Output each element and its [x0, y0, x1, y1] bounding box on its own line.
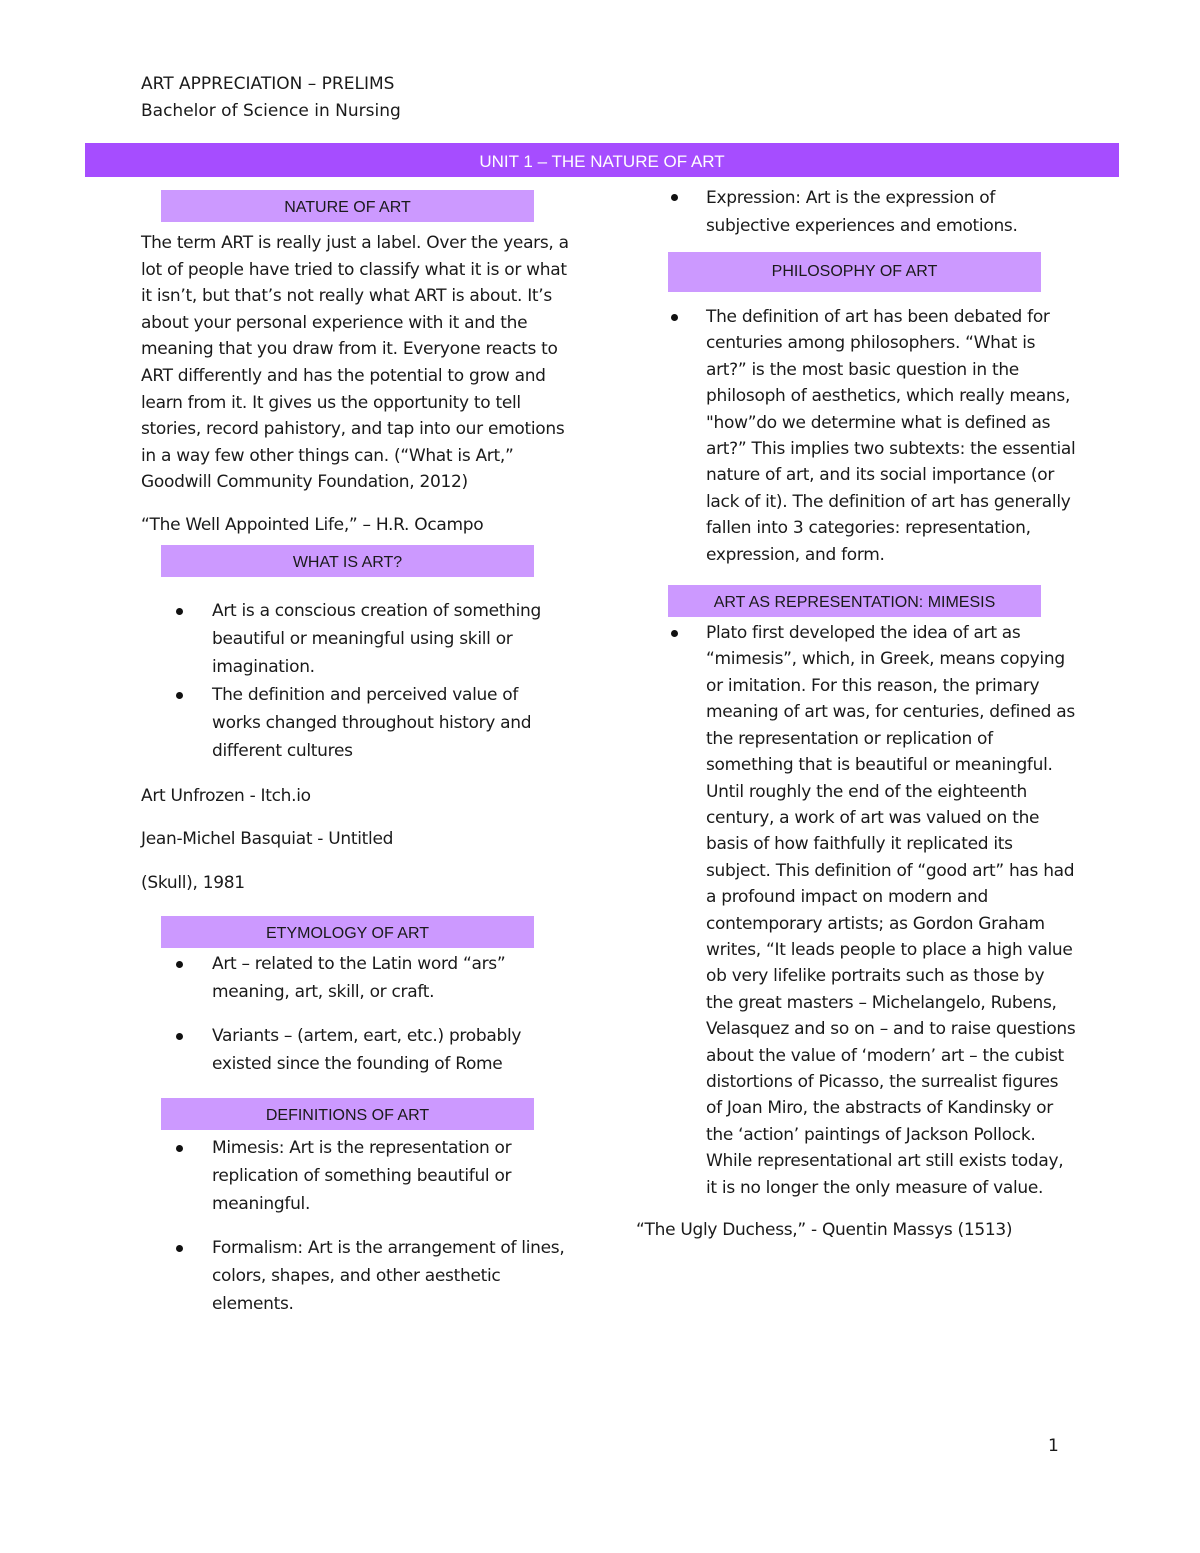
list-item: Plato first developed the idea of art as “mimesis”, which, in Greek, means copying or imitation. For this reason, the primary meaning of art was, for centuries, defined as the representation or replication of something that is beautiful or meaningful. Until roughly the end of the eighteenth century, a work of art was valued on the basis of how faithfully it replicated its subject. This definition of “good art” has had a profound impact on modern and contemporary artists; as Gordon Graham writes, “It leads people to place a high value ob very lifelike portraits such as those by the great masters – Michelangelo, Rubens, Velasquez and so on – and to raise questions about the value of ‘modern’ art – the cubist distortions of Picasso, the surrealist figures of Joan Miro, the abstracts of Kandinsky or the ‘action’ paintings of Jackson Pollock. While representational art still exists today, it is no longer the only measure of value.	[636, 620, 1076, 1201]
nature-of-art-quote: “The Well Appointed Life,” – H.R. Ocampo	[141, 514, 484, 535]
philosophy-list	[636, 304, 1076, 568]
etymology-list	[141, 950, 571, 1078]
program-title: Bachelor of Science in Nursing	[141, 101, 401, 121]
left-column	[141, 188, 571, 1318]
list-item: Art is a conscious creation of something beautiful or meaningful using skill or imagination.	[141, 597, 571, 681]
nature-of-art-body: The term ART is really just a label. Over the years, a lot of people have tried to classify what it is or what it isn’t, but that’s not really what ART is about. It’s about your personal experience with it and the meaning that you draw from it. Everyone reacts to ART differently and has the potential to grow and learn from it. It gives us the opportunity to tell stories, record pahistory, and tap into our emotions in a way few other things can. (“What is Art,” Goodwill Community Foundation, 2012)	[141, 233, 569, 493]
list-item: Variants – (artem, eart, etc.) probably existed since the founding of Rome	[141, 1022, 571, 1078]
what-is-art-list	[141, 597, 571, 765]
expression-list	[636, 184, 1076, 240]
what-is-art-heading: WHAT IS ART?	[161, 545, 534, 577]
bullet-icon	[176, 1033, 183, 1040]
etymology-heading: ETYMOLOGY OF ART	[161, 916, 534, 948]
course-title: ART APPRECIATION – PRELIMS	[141, 74, 395, 94]
list-item: Formalism: Art is the arrangement of lines, colors, shapes, and other aesthetic elements.	[141, 1234, 571, 1318]
bullet-icon	[176, 1245, 183, 1252]
definitions-list	[141, 1134, 571, 1318]
philosophy-heading: PHILOSOPHY OF ART	[668, 252, 1041, 292]
definitions-heading: DEFINITIONS OF ART	[161, 1098, 534, 1130]
list-item: The definition of art has been debated for centuries among philosophers. “What is art?” is the most basic question in the philosoph of aesthetics, which really means, "how”do we determine what is defined as art?” This implies two subtexts: the essential nature of art, and its social importance (or lack of it). The definition of art has generally fallen into 3 categories: representation, expression, and form.	[636, 304, 1076, 568]
mimesis-heading: ART AS REPRESENTATION: MIMESIS	[668, 585, 1041, 617]
bullet-icon	[176, 692, 183, 699]
reference-art-unfrozen: Art Unfrozen - Itch.io	[141, 785, 311, 806]
page-number: 1	[1048, 1436, 1059, 1456]
bullet-icon	[671, 194, 678, 201]
nature-of-art-heading: NATURE OF ART	[161, 190, 534, 222]
list-item: Expression: Art is the expression of subjective experiences and emotions.	[636, 184, 1076, 240]
list-item: Mimesis: Art is the representation or replication of something beautiful or meaningful.	[141, 1134, 571, 1218]
mimesis-list	[636, 620, 1076, 1201]
list-item: The definition and perceived value of works changed throughout history and different cultures	[141, 681, 571, 765]
bullet-icon	[176, 1145, 183, 1152]
mimesis-quote: “The Ugly Duchess,” - Quentin Massys (1513)	[636, 1220, 1013, 1240]
right-column	[636, 184, 1076, 1244]
unit-banner: UNIT 1 – THE NATURE OF ART	[85, 143, 1119, 177]
bullet-icon	[176, 608, 183, 615]
list-item: Art – related to the Latin word “ars” meaning, art, skill, or craft.	[141, 950, 571, 1006]
bullet-icon	[176, 961, 183, 968]
bullet-icon	[671, 314, 678, 321]
reference-basquiat: Jean-Michel Basquiat - Untitled	[141, 829, 394, 850]
bullet-icon	[671, 630, 678, 637]
reference-basquiat-year: (Skull), 1981	[141, 872, 245, 893]
